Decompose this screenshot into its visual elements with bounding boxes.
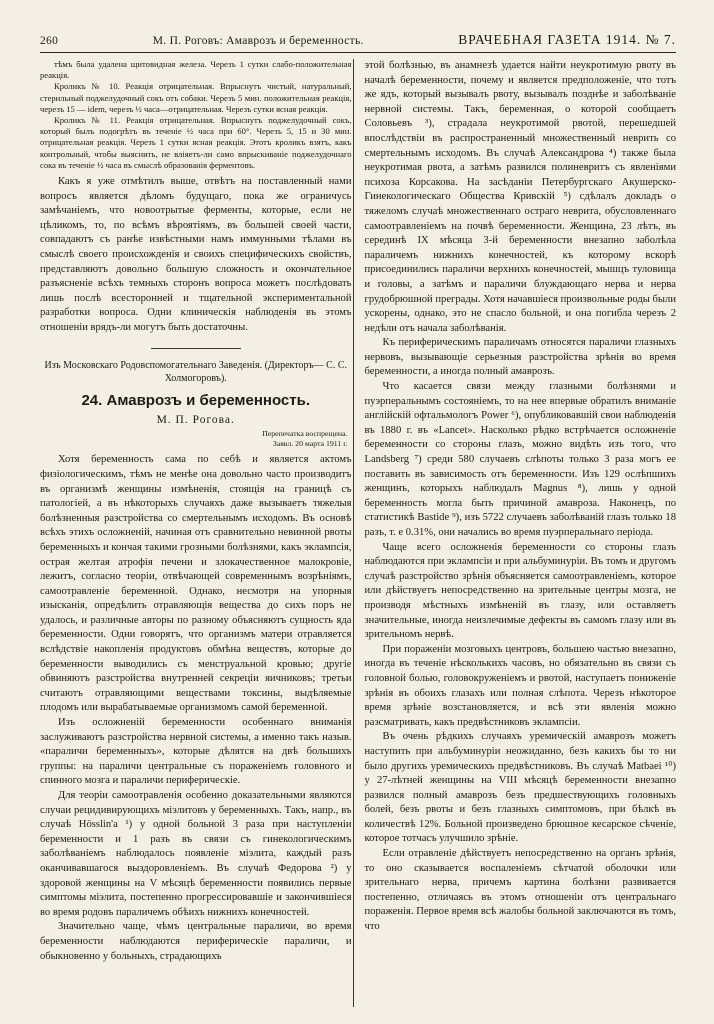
left-column [40, 59, 352, 1007]
institution-line: Изъ Московскаго Родовспомогательнаго Заведенія. (Директоръ— С. С. Холмогоровъ). [44, 359, 348, 384]
small-paragraph: тѣмъ была удалена щитовидная железа. Черезъ 1 сутки слабо-положительная реакція. [40, 59, 352, 81]
paragraph: Значительно чаще, чѣмъ центральные параличи, во время беременности наблюдаются периферическіе параличи, и обыкновенно у больныхъ, страдающихъ [40, 921, 352, 962]
reprint-note-line: Заявл. 20 марта 1911 г. [272, 438, 348, 448]
paragraph: Какъ я уже отмѣтилъ выше, отвѣтъ на поставленный нами вопросъ является дѣломъ будущаго, пока же ограничусь замѣчаніемъ, что новоотрытые ферменты, которые, если не цѣликомъ, то, по всѣмъ вѣроятіямъ, въ большей своей части, совпадаютъ съ ранѣе извѣстными намъ иммунными тѣлами въ смыслѣ своего происхожденія и своихъ специфическихъ свойствъ, представляютъ довольно большую сложность и окончательное разъясненіе всѣхъ темныхъ сторонъ вопроса можетъ послѣдовать лишь послѣ всесторонней и тщательной экспериментальной разработки вопроса. Одни клиническія наблюденія въ этомъ отношеніи врядъ-ли могутъ быть достаточны. [40, 176, 352, 333]
reprint-note [40, 429, 352, 448]
paragraph: Въ очень рѣдкихъ случаяхъ уремическій амаврозъ можетъ наступить при альбуминуріи неожиданно, безъ какихъ бы то ни было другихъ уремическихъ предвѣстниковъ. Въ случаѣ Matbaei ¹⁰) у 27-лѣтней женщины на VIII мѣсяцѣ беременности внезапно развился полный амаврозъ безъ предшествующихъ головныхъ болей, безъ рвоты и безъ глазныхъ симптомовъ, при бѣлкѣ въ количествѣ 12%. Больной произведено брюшное кесарское сѣченіе, которое тотчасъ улучшило зрѣніе. [364, 731, 676, 845]
journal-title: ВРАЧЕБНАЯ ГАЗЕТА 1914. № 7. [458, 32, 676, 47]
experiment-notes [40, 59, 352, 171]
journal-page [40, 32, 676, 1012]
paragraph: Къ периферическимъ параличамъ относятся параличи глазныхъ нервовъ, вызывающіе серьезныя разстройства зрѣнія во время беременности, а иногда полный амаврозъ. [364, 337, 676, 378]
article-title [40, 391, 352, 410]
small-paragraph: Кроликъ № 10. Реакція отрицательная. Впрыснутъ чистый, натуральный, стерильный поджелудочный сокъ отъ собаки. Черезъ 5 мин. положительная реакція, черезъ 15 — idem, черезъ ½ часа—отрицательная. Черезъ сутки ясная реакція. [40, 81, 352, 114]
paragraph: этой болѣзнью, въ анамнезѣ удается найти неукротимую рвоту въ началѣ беременности, почему и является предположеніе, что тотъ же ядъ, который вызывалъ рвоту, вызывалъ позднѣе и заболѣваніе нервной системы. Такъ, беременная, о которой сообщаетъ Соловьевъ ³), страдала неукротимой рвотой, перешедшей впослѣдствіи въ распространенный множественный неврить со смертельнымъ исходомъ. Въ случаѣ Александрова ⁴) также была неукротимая рвота, а затѣмъ развился полиневритъ съ явленіями психоза Корсакова. На засѣданіи Петербургскаго Акушерско-Гинекологическаго Общества Кривскій ⁵) сдѣлалъ докладъ о тяжеломъ случаѣ множественнаго остраго неврита, обусловленнаго самоотравленіемъ на почвѣ беременности. Женщина, 23 лѣтъ, въ серединѣ IX мѣсяца 3-й беременности внезапно заболѣла параличемъ нижнихъ конечностей, къ которому вскорѣ присоединились параличи верхнихъ конечностей, мышцъ туловища и головы, а затѣмъ и параличи блуждающаго нерва и нерва грудобрюшной преграды. Хотя начавшіеся произвольные роды были ускорены, однако, это не спасло больной, и она погибла черезъ 2 недѣли отъ начала заболѣванія. [364, 60, 676, 334]
paragraph: Для теоріи самоотравленія особенно доказательными являются случаи рецидивирующихъ міэлитовъ у беременныхъ. Такъ, напр., въ случаѣ Hösslin'а ¹) у одной больной 3 раза при наступленіи беременности и 1 разъ въ связи съ гинекологическимъ заболѣваніемъ наблюдалось появленіе міэлита, каждый разъ оканчивавшагося выздоровленіемъ. Въ случаѣ Федорова ²) у здоровой женщины на V мѣсяцѣ беременности появились первые симптомы міэлита, постепенно прогрессировавшіе и закончившіеся во время родовъ параличемъ обѣихъ нижнихъ конечностей. [40, 790, 352, 918]
small-paragraph: Кроликъ № 11. Реакція отрицательная. Впрыснутъ поджелудочный сокъ, который былъ подогрѣтъ въ теченіе ½ часа при 60°. Черезъ 5, 15 и 30 мин. отрицательная реакція. Черезъ 1 сутки ясная реакція. Этотъ кроликъ взятъ, какъ контрольный, чтобы выяснить, не вліяетъ-ли само впрыскиваніе поджелудочнаго сока въ теченіе ½ часа въ смыслѣ образованія ферментовъ. [40, 115, 352, 170]
paragraph: Изъ осложненій беременности особеннаго вниманія заслуживаютъ разстройства нервной системы, а именно такъ назыв. «параличи беременныхъ», которые дѣлятся на двѣ большихъ группы: на параличи центральные съ пораженіемъ головного и спинного мозга и параличи периферическіе. [40, 717, 352, 787]
paragraph: Хотя беременность сама по себѣ и является актомъ физіологическимъ, тѣмъ не менѣе она довольно часто производитъ въ организмѣ женщины измѣненія, стоящія на границѣ съ патологіей, а въ нѣкоторыхъ случаяхъ даже вызываетъ тяжелыя болѣзненныя разстройства со смертельнымъ исходомъ. Въ основѣ всѣхъ этихъ осложненій, начиная отъ сравнительно невинной рвоты беременныхъ и кончая такими грозными болѣзнями, какъ эклампсія, острая желтая атрофія печени и злокачественное малокровіе, лежитъ, согласно теоріи, отвѣчающей современнымъ возрѣніямъ, самоотравленіе беременной. Однако, несмотря на упорныя изысканія, опредѣлить отравляющія вещества до сихъ поръ не удалось, и различные авторы по разному объясняютъ сущность яда беременности. Одни говорятъ, что организмъ матери отравляется вслѣдствіе накопленія продуктовъ обмѣна веществъ, которые до беременности выводились съ менструальной кровью; другіе обвиняютъ разстройства внутренней секреціи яичниковъ; третьи считаютъ отравляющими веществами токсины, выдѣляемые плодомъ или вырабатываемые организмомъ самой беременной. [40, 454, 352, 714]
article-number: 24. [81, 391, 103, 409]
section-divider [151, 348, 241, 349]
article-author: М. П. Рогова. [156, 413, 235, 426]
right-column [354, 59, 677, 1007]
paragraph: Если отравленіе дѣйствуетъ непосредственно на органъ зрѣнія, то оно сказывается воспаленіемъ сѣтчатой оболочки или зрительнаго нерва, причемъ картина болѣзни развивается постепенно, отличаясь въ этомъ отношеніи отъ центральнаго пораженія. Первое время всѣ жалобы больной заключаются въ томъ, что [364, 848, 676, 933]
paragraph: Что касается связи между глазными болѣзнями и пуэрперальнымъ состояніемъ, то на нее впервые обратилъ вниманіе англійскій офтальмологъ Power ⁶), опубликовавшій свои наблюденія въ 1880 г. въ «Lancet». Насколько рѣдко встрѣчается осложненіе беременности со стороны глазъ, можно видѣть изъ того, что Landsberg ⁷) среди 580 случаевъ слѣпоты только 3 раза могъ ее поставить въ зависимость отъ беременности. Изъ 129 ослѣпшихъ женщинъ, которыхъ наблюдалъ Magnus ⁸), лишь у одной беременность могла быть причиной амавроза. Наконецъ, по статистикѣ Bastide ⁹), изъ 5722 случаевъ заболѣваній глазъ только 18 разъ, т. е 0.31%, они начались во время пуэрперальнаго періода. [364, 381, 676, 538]
reprint-note-line: Перепечатка воспрещена. [262, 429, 348, 439]
two-column-body [40, 59, 676, 1007]
paragraph: При пораженіи мозговыхъ центровъ, большею частью внезапно, иногда въ теченіе нѣсколькихъ часовъ, но обязательно въ связи съ головной болью, головокруженіемъ и рвотой, наступаетъ пониженіе зрѣнія въ обоихъ глазахъ или полная слѣпота. Черезъ нѣкоторое время зрѣніе возстановляется, и всѣ эти явленія можно разсматривать, какъ предвѣстниковъ эклампсіи. [364, 643, 676, 728]
article-title-text: Амаврозъ и беременность. [106, 391, 311, 409]
running-title: М. П. Роговъ: Амаврозъ и беременность. [152, 35, 364, 47]
page-header [40, 32, 676, 53]
paragraph: Чаще всего осложненія беременности со стороны глазъ наблюдаются при эклампсіи и при альбуминуріи. Въ томъ и другомъ случаѣ разстройство зрѣнія объясняется самоотравленіемъ, которое или дѣйствуетъ непосредственно на зрительные центры мозга, не производя мѣстныхъ измѣненій въ глазу, или оставляетъ значительные, иногда неизлечимые дефекты въ самомъ глазу или въ зрительномъ нервѣ. [364, 541, 676, 641]
page-number: 260 [40, 35, 59, 47]
